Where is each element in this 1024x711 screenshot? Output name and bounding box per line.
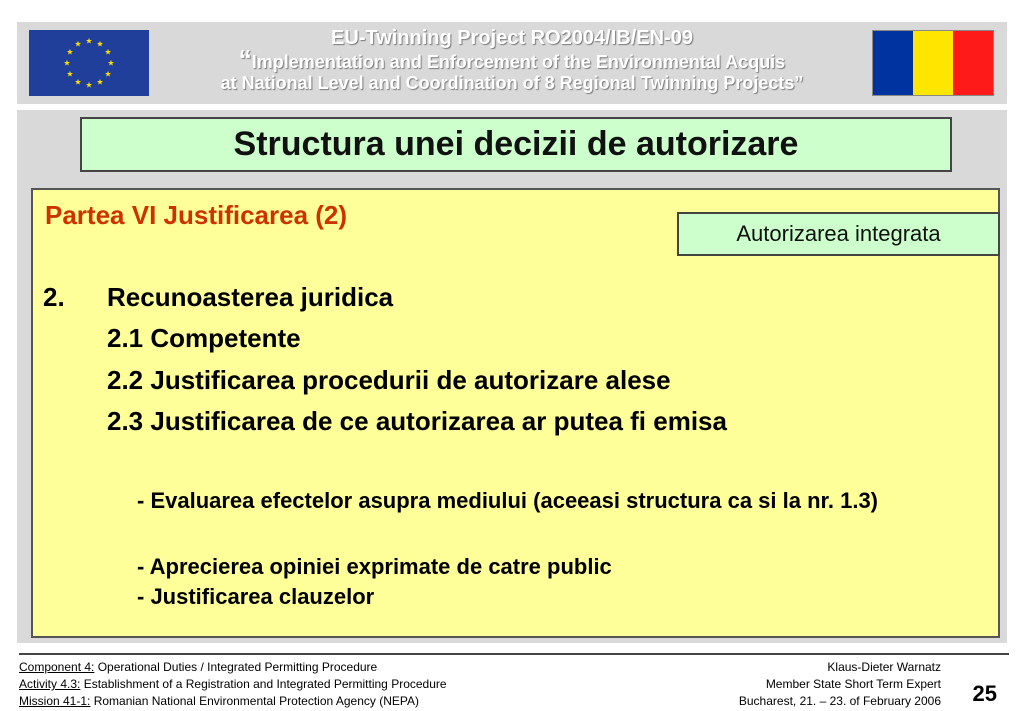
topic-tag: Autorizarea integrata (677, 212, 1000, 256)
footer-component: Component 4: Operational Duties / Integrated Permitting Procedure (19, 660, 378, 674)
footer-role: Member State Short Term Expert (765, 677, 941, 691)
item-title: Recunoasterea juridica (107, 282, 394, 312)
star-icon (75, 41, 81, 47)
star-icon (108, 60, 114, 66)
star-icon (105, 71, 111, 77)
subitem-1: 2.1 Competente (107, 323, 301, 353)
footer-mission: Mission 41-1: Romanian National Environmental Protection Agency (NEPA) (19, 694, 419, 708)
header-banner (17, 22, 1007, 104)
footer (19, 653, 1009, 711)
star-icon (67, 71, 73, 77)
star-icon (97, 41, 103, 47)
subitem-2: 2.2 Justificarea procedurii de autorizare alese (107, 365, 671, 395)
project-code: EU-Twinning Project RO2004/IB/EN-09 (331, 27, 693, 49)
footer-date: Bucharest, 21. – 23. of February 2006 (738, 694, 941, 708)
star-icon (64, 60, 70, 66)
project-subtitle-2: at National Level and Coordination of 8 Regional Twinning Projects” (220, 73, 804, 93)
romania-flag-icon (872, 30, 994, 96)
page-number: 25 (972, 681, 997, 706)
footer-author: Klaus-Dieter Warnatz (827, 660, 941, 674)
bullet-3: - Justificarea clauzelor (137, 584, 375, 609)
flag-stripe-red (953, 31, 993, 95)
star-icon (86, 82, 92, 88)
bullet-2: - Aprecierea opiniei exprimate de catre public (137, 554, 612, 579)
project-subtitle: “Implementation and Enforcement of the Environmental Acquis (238, 44, 786, 74)
star-icon (67, 49, 73, 55)
project-title (157, 28, 867, 94)
slide-title: Structura unei decizii de autorizare (80, 117, 952, 172)
part-heading: Partea VI Justificarea (2) (45, 200, 348, 230)
footer-left (19, 659, 447, 710)
bullet-1: - Evaluarea efectelor asupra mediului (aceeasi structura ca si la nr. 1.3) (137, 488, 879, 513)
subitem-3: 2.3 Justificarea de ce autorizarea ar putea fi emisa (107, 406, 727, 436)
item-number: 2. (43, 282, 65, 312)
eu-flag-icon (29, 30, 149, 96)
star-icon (97, 79, 103, 85)
flag-stripe-yellow (913, 31, 953, 95)
footer-activity: Activity 4.3: Establishment of a Registration and Integrated Permitting Procedure (19, 677, 447, 691)
footer-right (739, 659, 941, 710)
star-icon (86, 38, 92, 44)
star-icon (75, 79, 81, 85)
flag-stripe-blue (873, 31, 913, 95)
star-icon (105, 49, 111, 55)
